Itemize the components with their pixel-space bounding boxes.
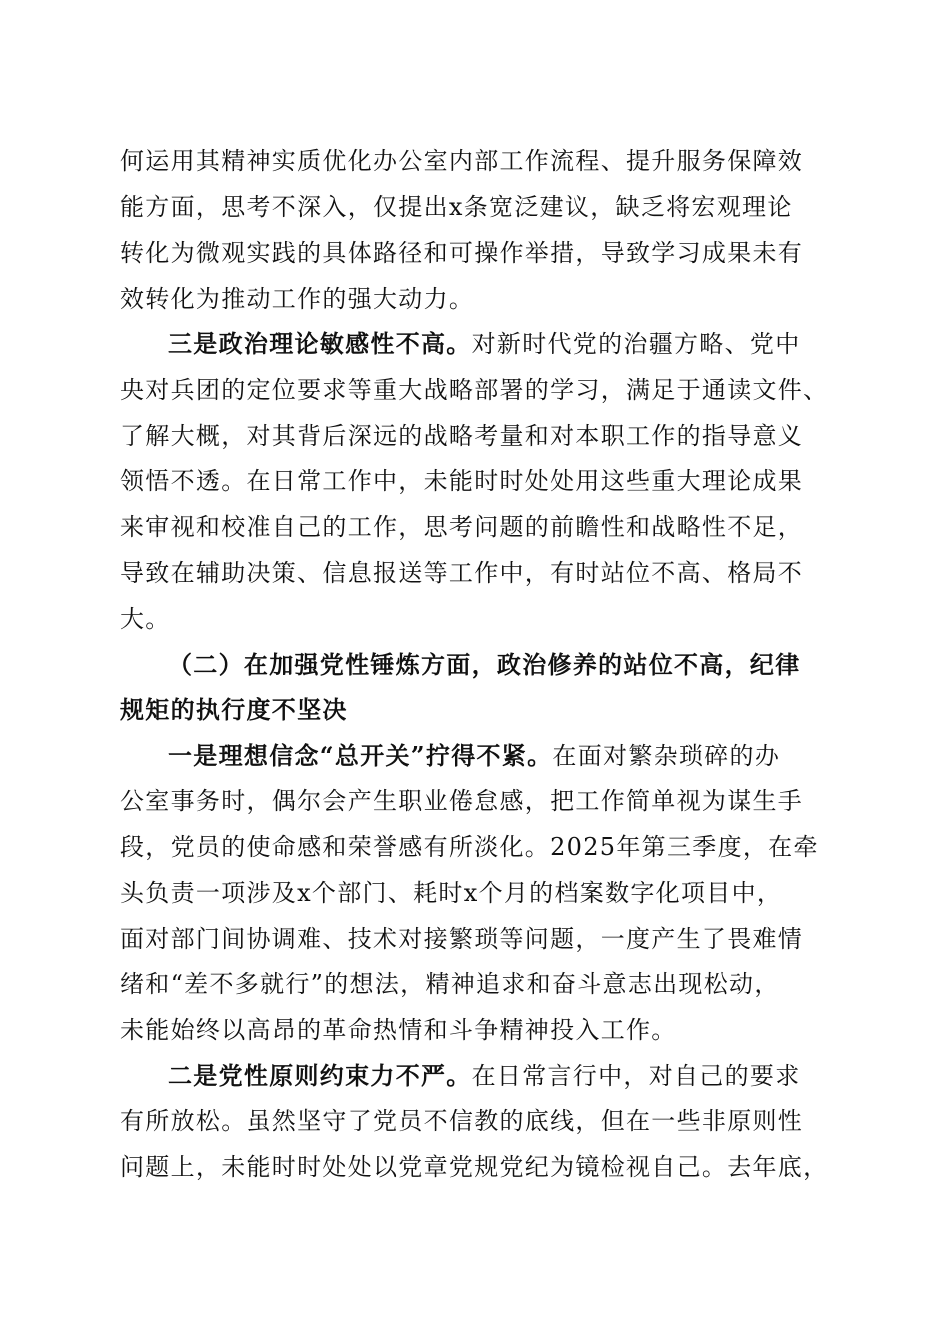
paragraph-line: 央对兵团的定位要求等重大战略部署的学习，满足于通读文件、 (120, 376, 829, 404)
paragraph-first-line (168, 741, 780, 771)
paragraph-line: 段，党员的使命感和荣誉感有所淡化。2025年第三季度，在牵 (120, 833, 819, 861)
paragraph-line: 领悟不透。在日常工作中，未能时时处处用这些重大理论成果 (120, 467, 804, 495)
paragraph-line: 来审视和校准自己的工作，思考问题的前瞻性和战略性不足， (120, 513, 804, 541)
paragraph-line: 大。 (120, 605, 171, 633)
paragraph-first-line (168, 329, 801, 359)
paragraph-line: 何运用其精神实质优化办公室内部工作流程、提升服务保障效 (120, 147, 804, 175)
section-heading: （二）在加强党性锤炼方面，政治修养的站位不高，纪律 (168, 650, 801, 679)
paragraph-line: 能方面，思考不深入，仅提出x条宽泛建议，缺乏将宏观理论 (120, 193, 793, 221)
section-heading: 规矩的执行度不坚决 (120, 695, 348, 724)
paragraph-line: 转化为微观实践的具体路径和可操作举措，导致学习成果未有 (120, 239, 804, 267)
paragraph-line: 绪和“差不多就行”的想法，精神追求和奋斗意志出现松动， (120, 970, 780, 998)
paragraph-line: 未能始终以高昂的革命热情和斗争精神投入工作。 (120, 1016, 677, 1044)
paragraph-text: 在日常言行中，对自己的要求 (471, 1062, 801, 1090)
paragraph-lead: 三是政治理论敏感性不高。 (168, 329, 472, 358)
paragraph-line: 头负责一项涉及x个部门、耗时x个月的档案数字化项目中， (120, 879, 783, 907)
paragraph-line: 面对部门间协调难、技术对接繁琐等问题，一度产生了畏难情 (120, 925, 804, 953)
paragraph-line: 问题上，未能时时处处以党章党规党纪为镜检视自己。去年底， (120, 1153, 829, 1181)
paragraph-line: 有所放松。虽然坚守了党员不信教的底线，但在一些非原则性 (120, 1107, 804, 1135)
paragraph-line: 导致在辅助决策、信息报送等工作中，有时站位不高、格局不 (120, 559, 804, 587)
paragraph-line: 了解大概，对其背后深远的战略考量和对本职工作的指导意义 (120, 422, 804, 450)
paragraph-line: 效转化为推动工作的强大动力。 (120, 285, 475, 313)
paragraph-line: 公室事务时，偶尔会产生职业倦怠感，把工作简单视为谋生手 (120, 787, 804, 815)
paragraph-lead: 二是党性原则约束力不严。 (168, 1061, 472, 1090)
paragraph-lead: 一是理想信念“总开关”拧得不紧。 (168, 741, 553, 770)
paragraph-text: 在面对繁杂琐碎的办 (552, 742, 781, 770)
paragraph-text: 对新时代党的治疆方略、党中 (471, 330, 801, 358)
paragraph-first-line (168, 1061, 801, 1091)
